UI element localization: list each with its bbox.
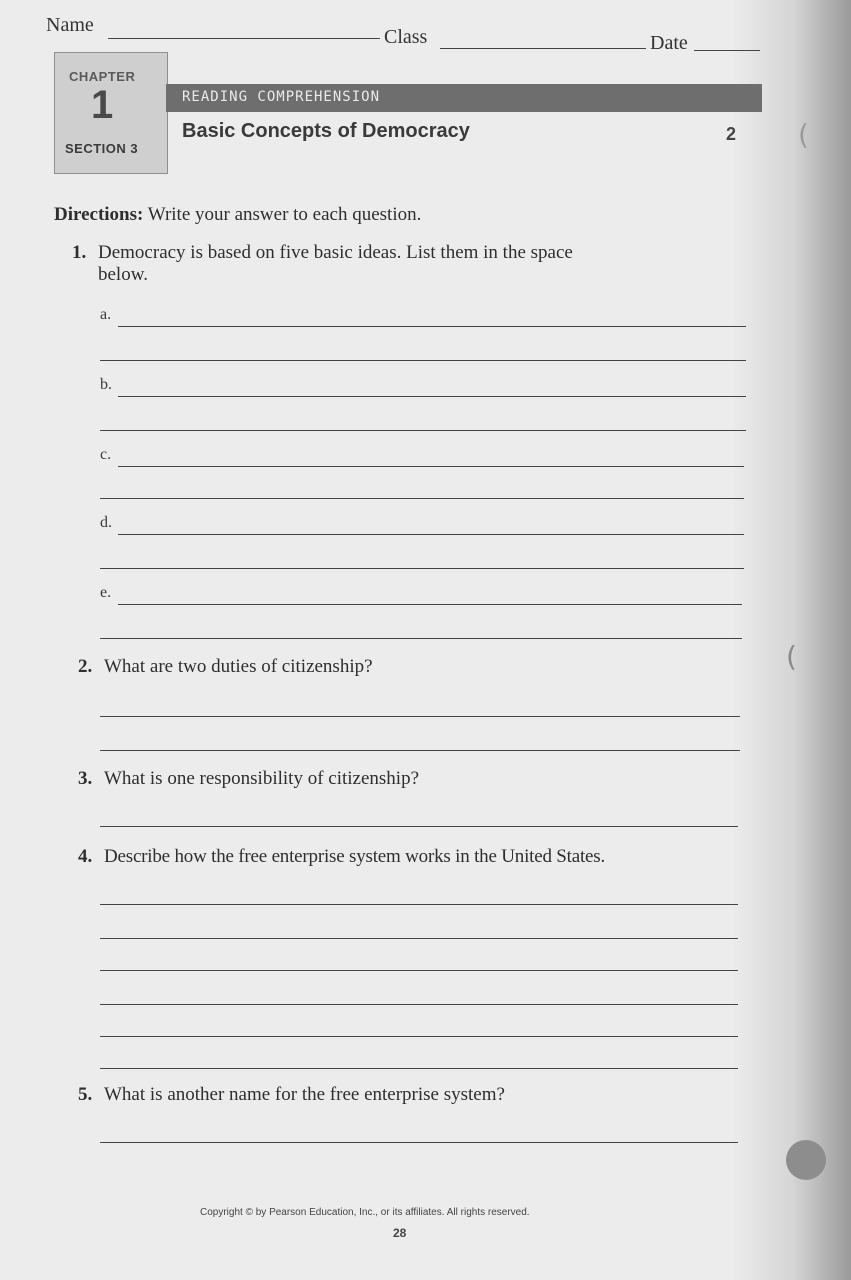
- answer-line-1b-2[interactable]: [100, 430, 746, 431]
- q4-number: 4.: [78, 846, 93, 867]
- q1-letter-c: c.: [100, 446, 112, 463]
- name-label: Name: [46, 14, 94, 36]
- q5-number: 5.: [78, 1084, 93, 1105]
- q3-number: 3.: [78, 768, 93, 789]
- binder-ring-mark-top: (: [798, 118, 809, 151]
- q1-letter-a: a.: [100, 306, 112, 323]
- chapter-box: [54, 52, 168, 174]
- directions: [54, 204, 421, 226]
- page-title: Basic Concepts of Democracy: [182, 120, 470, 142]
- answer-line-1c-2[interactable]: [100, 498, 744, 499]
- answer-line-4-1[interactable]: [100, 904, 738, 905]
- q1-letter-e: e.: [100, 584, 112, 601]
- answer-line-1e-1[interactable]: [118, 604, 742, 605]
- answer-line-1c-1[interactable]: [118, 466, 744, 467]
- section-label: SECTION 3: [65, 141, 139, 156]
- answer-line-2-1[interactable]: [100, 716, 740, 717]
- q4-text: Describe how the free enterprise system works in the United States.: [104, 846, 606, 867]
- chapter-number: 1: [91, 83, 114, 127]
- binder-ring-shadow: [786, 1140, 826, 1180]
- answer-line-1a-1[interactable]: [118, 326, 746, 327]
- q1-text-line1: Democracy is based on five basic ideas. List them in the space: [98, 242, 573, 263]
- answer-line-1b-1[interactable]: [118, 396, 746, 397]
- answer-line-4-4[interactable]: [100, 1004, 738, 1005]
- q3-text: What is one responsibility of citizenship?: [104, 768, 420, 789]
- section-number: 2: [726, 124, 737, 144]
- answer-line-1d-1[interactable]: [118, 534, 744, 535]
- answer-line-4-6[interactable]: [100, 1068, 738, 1069]
- q5-text: What is another name for the free enterprise system?: [104, 1084, 505, 1105]
- class-label: Class: [384, 26, 428, 48]
- q2-number: 2.: [78, 656, 93, 677]
- binder-ring-mark-middle: (: [786, 640, 797, 673]
- chapter-label: CHAPTER: [69, 69, 136, 84]
- q1-letter-d: d.: [100, 514, 112, 531]
- class-line[interactable]: [440, 48, 646, 49]
- answer-line-4-2[interactable]: [100, 938, 738, 939]
- answer-line-1d-2[interactable]: [100, 568, 744, 569]
- directions-label: Directions:: [54, 204, 144, 225]
- date-label: Date: [650, 32, 688, 54]
- answer-line-1a-2[interactable]: [100, 360, 746, 361]
- answer-line-3-1[interactable]: [100, 826, 738, 827]
- name-line[interactable]: [108, 38, 380, 39]
- answer-line-5-1[interactable]: [100, 1142, 738, 1143]
- q2-text: What are two duties of citizenship?: [104, 656, 373, 677]
- q1-number: 1.: [72, 242, 87, 263]
- directions-text: Write your answer to each question.: [143, 204, 422, 225]
- q1-text-line2: below.: [98, 264, 148, 285]
- answer-line-4-3[interactable]: [100, 970, 738, 971]
- answer-line-1e-2[interactable]: [100, 638, 742, 639]
- category-text: READING COMPREHENSION: [182, 89, 381, 105]
- answer-line-2-2[interactable]: [100, 750, 740, 751]
- page-number: 28: [393, 1226, 407, 1240]
- copyright-notice: Copyright © by Pearson Education, Inc., or its affiliates. All rights reserved.: [200, 1207, 530, 1218]
- category-banner: [166, 84, 762, 112]
- date-line[interactable]: [694, 50, 760, 51]
- answer-line-4-5[interactable]: [100, 1036, 738, 1037]
- q1-letter-b: b.: [100, 376, 112, 393]
